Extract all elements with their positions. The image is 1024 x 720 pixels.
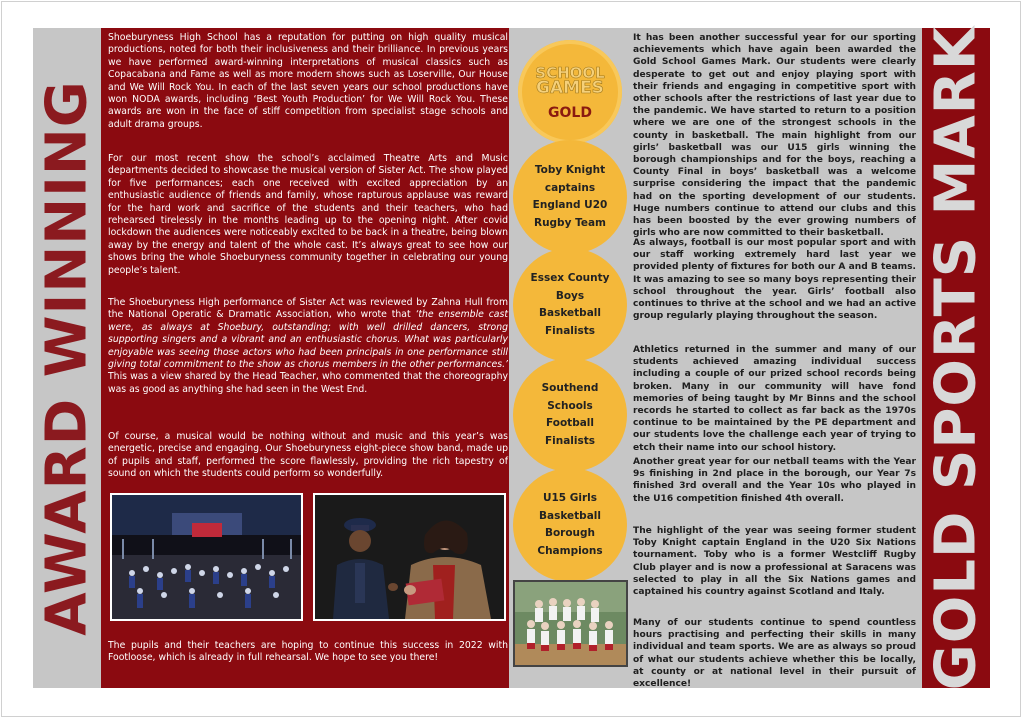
highlight-basketball-boys-text: Essex County Boys Basketball Finalists: [530, 272, 610, 337]
stage-ensemble-photo: [110, 493, 303, 621]
highlight-circle-rugby: [513, 140, 627, 254]
sister-act-scene-image: [315, 495, 504, 619]
girls-basketball-team-photo: [513, 580, 628, 667]
stage-ensemble-image: [112, 495, 301, 619]
highlight-circle-basketball-boys: [513, 248, 627, 362]
highlight-basketball-girls-text: U15 Girls Basketball Borough Champions: [537, 492, 603, 557]
highlight-circle-football: [513, 358, 627, 472]
highlight-circle-basketball-girls: [513, 468, 627, 582]
sports-intro-paragraph: It has been another successful year for our sporting achievements which have again been awarded the Gold School Games Mark. Our students were clearly desperate to get out and enjoy playing sport with their friends and engaging in competitive sport with other schools after the restrictions of last year due to the pandemic. We have started to return to a position where we are one of the strongest schools in the county in basketball. The main highlight from our girls’ basketball was our U15 girls winning the borough championships and for the boys, reaching a County Final in boys’ basketball was a welcome surprise considering the impact that the pandemic had on the sporting development of our students. Huge numbers continue to attend our clubs and this has been boosted by the ever growing numbers of girls who are now committed to their basketball.: [633, 33, 916, 239]
girls-basketball-team-image: [515, 582, 626, 665]
badge-gold-text: GOLD: [548, 105, 592, 121]
musical-intro-paragraph: Shoeburyness High School has a reputation for putting on high quality musical productions, noted for both their inclusiveness and their brilliance. In previous years we have performed award-winning interpretations of musical classics such as Copacabana and Fame as well as more modern shows such as Loserville, Our House and We Will Rock You. In each of the last seven years our school productions have won NODA awards, including ‘Best Youth Production’ for We Will Rock You. These awards are won in the face of stiff competition from specialist stage schools and adult drama groups.: [108, 32, 508, 130]
review-text-a: The Shoeburyness High performance of Sister Act was reviewed by Zahna Hull from the National Operatic & Dramatic Association, who wrote that: [108, 297, 508, 321]
band-paragraph: Of course, a musical would be nothing without and music and this year’s was energetic, precise and engaging. Our Shoeburyness eight-piece show band, made up of pupils and staff, performed the score flawlessly, providing the rich tapestry of sound on which the students could perform so wonderfully.: [108, 431, 508, 480]
netball-paragraph: Another great year for our netball teams with the Year 9s finishing in 2nd place in the borough, our Year 7s finished 3rd overall and the Year 10s who played in the U16 competition finished 4th overall.: [633, 457, 916, 504]
review-quote: ‘the ensemble cast were, as always at Shoebury, outstanding; with well drilled dancers, strong supporting singers and a vibrant and an enthusiastic chorus. What was particularly enjoyable was seeing those actors who had been principals in one performance still giving total commitment to the show as chorus members in the other performances.’: [108, 309, 508, 371]
badge-games-text: GAMES: [536, 78, 604, 98]
school-games-gold-badge: [518, 40, 622, 144]
rugby-paragraph: The highlight of the year was seeing former student Toby Knight captain England in the U20 Six Nations tournament. Toby who is a former Westcliff Rugby Club player and is now a professional at Saracens was selected to play in all the Six Nations games and captained his country against Scotland and Italy.: [633, 526, 916, 598]
sister-act-scene-photo: [313, 493, 506, 621]
badge-school-text: SCHOOL: [535, 64, 605, 82]
highlight-football-text: Southend Schools Football Finalists: [541, 382, 599, 447]
sister-act-paragraph: For our most recent show the school’s acclaimed Theatre Arts and Music departments decided to showcase the musical version of Sister Act. The show played for five performances; each one received with excited appreciation by an enthusiastic audience of friends and family, whose rapturous applause was reward for the hard work and sacrifice of the students and their teachers, who had rehearsed tirelessly in the months leading up to the opening night. After covid lockdown the audiences were noticeably excited to be back in a theatre, being blown away by the energy and talent of the whole cast. It’s always great to see how our shows bring the whole Shoeburyness community together in celebrating our young people’s talent.: [108, 153, 508, 276]
gold-sports-mark-title: GOLD SPORTS MARK: [923, 25, 989, 691]
footloose-paragraph: The pupils and their teachers are hoping to continue this success in 2022 with Footloose, which is already in full rehearsal. We hope to see you there!: [108, 640, 508, 664]
athletics-paragraph: Athletics returned in the summer and many of our students achieved amazing individual success including a couple of our prized school records being broken. Many in our community will have fond memories of being taught by Mr Binns and the school records he started to collect as far back as the 1970s continue to be maintained by the PE department and our students love the challenge each year of trying to etch their name into our school history.: [633, 345, 916, 453]
review-paragraph: [108, 297, 508, 396]
review-text-b: This was a view shared by the Head Teacher, who commented that the choreography was as good as anything she had seen in the West End.: [108, 371, 508, 395]
football-paragraph: As always, football is our most popular sport and with our staff working extremely hard last year we provided plenty of fixtures for both our A and B teams. It was amazing to see so many boys representing their school throughout the year. Girls’ football also continues to thrive at the school and we had an active group regularly playing throughout the season.: [633, 238, 916, 322]
award-winning-title: AWARD WINNING: [34, 80, 100, 636]
highlight-rugby-text: Toby Knight captains England U20 Rugby Team: [532, 164, 608, 229]
closing-paragraph: Many of our students continue to spend countless hours practising and perfecting their skills in many individual and team sports. We are as always so proud of what our students achieve whether this be locally, at county or at national level in their pursuit of excellence!: [633, 618, 916, 690]
